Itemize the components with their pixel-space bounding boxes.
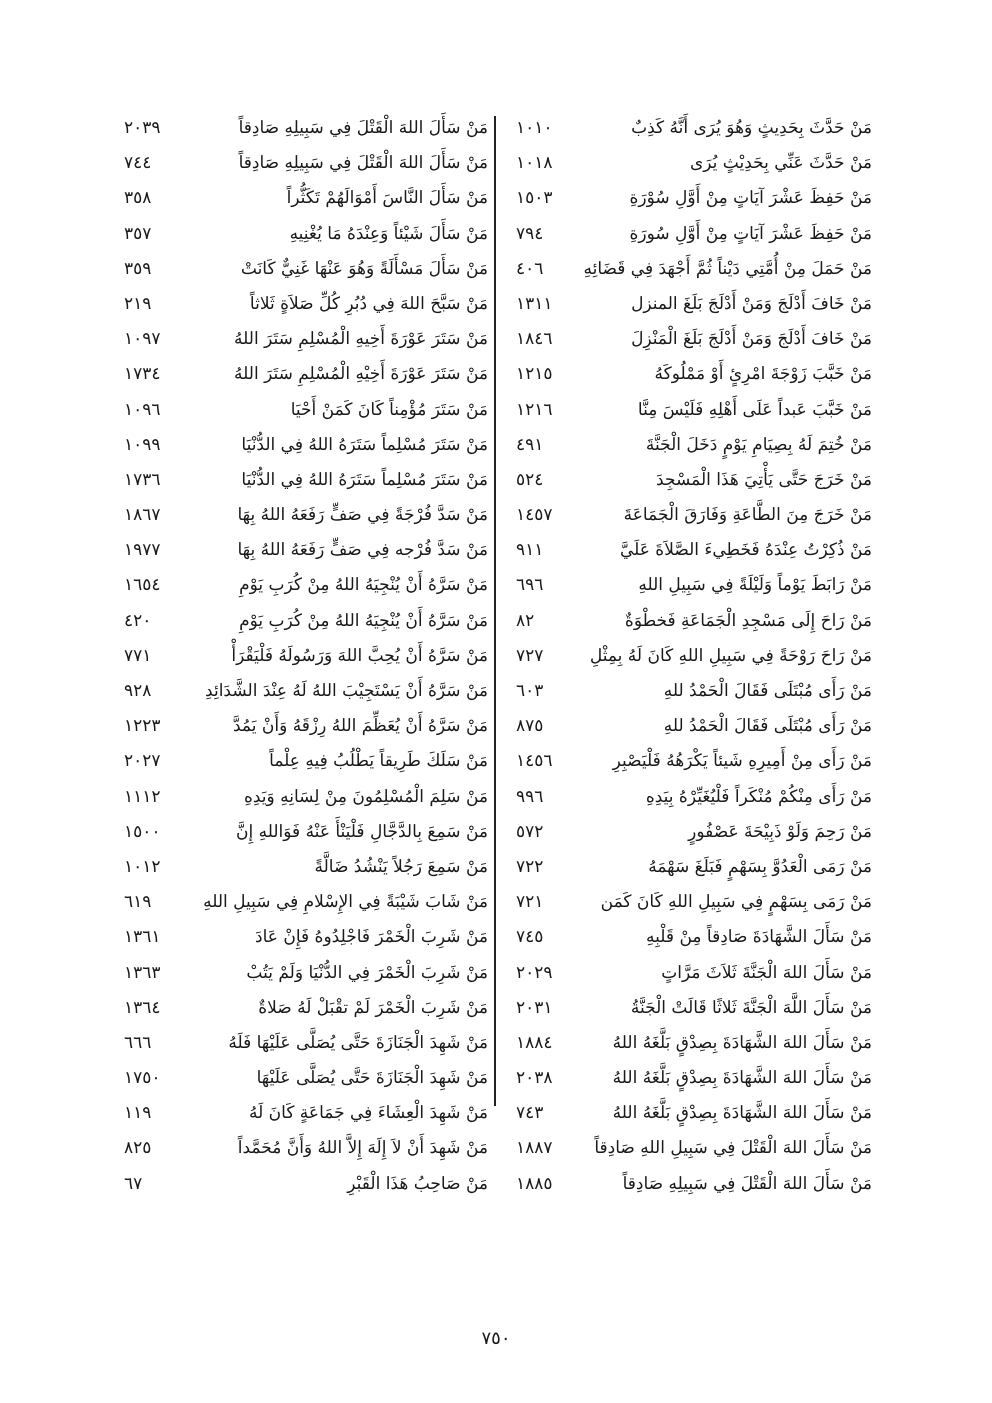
column-divider: [494, 116, 496, 1106]
hadith-number: ٧٩٤: [516, 223, 544, 244]
index-entry: [110, 992, 488, 1027]
index-entry: [498, 1097, 872, 1132]
hadith-incipit: مَنْ سَأَلَ اللهَ الْقَتْلَ فِي سَبِيلِهِ صَادِقاً: [622, 1173, 872, 1194]
hadith-incipit: مَنْ شَهِدَ الْجَنَازَةَ حَتَّى يُصَلَّى عَلَيْهَا فَلَهُ: [228, 1032, 488, 1053]
hadith-incipit: مَنْ سَتَرَ مُسْلِماً سَتَرَهُ اللهُ فِي الدُّنْيَا: [241, 434, 488, 455]
index-entry: [110, 394, 488, 429]
hadith-number: ١٠٩٧: [124, 329, 161, 350]
hadith-number: ٦٦٦: [124, 1032, 152, 1053]
hadith-incipit: مَنْ سَأَلَ النَّاسَ أَمْوَالَهُمْ تَكَثُّراً: [286, 188, 488, 209]
hadith-number: ١٧٣٤: [124, 364, 161, 385]
index-entry: [498, 1132, 872, 1167]
index-entry: [110, 745, 488, 780]
hadith-incipit: مَنْ سَأَلَ الشَّهَادَةَ صَادِقاً مِنْ قَلْبِهِ: [646, 927, 872, 948]
hadith-incipit: مَنْ حَمَلَ مِنْ أُمَّتِي دَيْناً ثُمَّ أَجْهَدَ فِي قَضَائِهِ: [583, 258, 872, 279]
index-entry: [498, 675, 872, 710]
hadith-number: ١٢٢٣: [124, 716, 161, 737]
hadith-incipit: مَنْ خَافَ أَدْلَجَ وَمَنْ أَدْلَجَ بَلَغَ الْمَنْزِلَ: [631, 329, 872, 350]
hadith-number: ١٥٠٣: [516, 188, 553, 209]
index-entry: [498, 710, 872, 745]
hadith-number: ٦٠٣: [516, 681, 544, 701]
hadith-number: ٧٢١: [516, 892, 544, 913]
index-entry: [498, 429, 872, 464]
index-entry: [110, 605, 488, 640]
hadith-incipit: مَنْ حَدَّثَ عَنِّي بِحَدِيْثٍ يُرَى: [689, 153, 872, 174]
hadith-number: ١٠٩٩: [124, 434, 161, 455]
hadith-number: ٣٥٩: [124, 258, 152, 279]
hadith-incipit: مَنْ رَمَى الْعَدُوَّ بِسَهْمٍ فَبَلَغَ سَهْمَهُ: [648, 856, 872, 877]
index-entry: [498, 781, 872, 816]
hadith-incipit: مَنْ سَأَلَ اللهَ الْقَتْلَ فِي سَبِيلِ اللهِ صَادِقاً: [594, 1138, 872, 1159]
hadith-incipit: مَنْ سَرَّهُ أَنْ يُنْجِيَهُ اللهُ مِنْ كُرَبِ يَوْمِ: [239, 575, 488, 596]
index-entry: [498, 851, 872, 886]
index-entry: [498, 957, 872, 992]
index-entry: [498, 992, 872, 1027]
index-entry: [498, 182, 872, 217]
index-entry: [498, 534, 872, 569]
hadith-incipit: مَنْ رَحِمَ وَلَوْ ذَبِيْحَةَ عَصْفُورٍ: [688, 821, 872, 842]
index-entry: [498, 745, 872, 780]
hadith-incipit: مَنْ سَتَرَ مُؤْمِناً كَانَ كَمَنْ أَحْيَا: [290, 399, 488, 420]
hadith-number: ١٣٦١: [124, 927, 161, 948]
hadith-incipit: مَنْ سَأَلَ اللهَ الْقَتْلَ فِي سَبِيلِهِ صَادِقاً: [238, 118, 488, 138]
index-entry: [498, 640, 872, 675]
index-entry: [498, 1168, 872, 1203]
index-entry: [498, 921, 872, 956]
hadith-number: ١٩٧٧: [124, 540, 161, 561]
hadith-number: ١٦٥٤: [124, 575, 161, 596]
hadith-incipit: مَنْ سَمِعَ رَجُلاً يَنْشُدُ ضَالَّةً: [314, 856, 488, 877]
hadith-number: ١٤٥٧: [516, 505, 553, 526]
index-entry: [110, 1062, 488, 1097]
index-entry: [110, 957, 488, 992]
hadith-incipit: مَنْ سَرَّهُ أَنْ يُعَظِّمَ اللهُ رِزْقَهُ وَأَنْ يَمُدَّ: [232, 716, 488, 737]
hadith-number: ٨٢: [516, 610, 535, 631]
hadith-number: ٢٠٢٧: [124, 751, 161, 772]
left-index-column: [110, 112, 488, 1194]
hadith-number: ٢٠٢٩: [516, 962, 553, 983]
hadith-number: ٧٢٢: [516, 856, 544, 877]
index-entry: [498, 253, 872, 288]
hadith-number: ١٨٦٧: [124, 505, 161, 526]
hadith-incipit: مَنْ رَأَى مِنْ أَمِيرِهِ شَيئاً يَكْرَهُهُ فَلْيَصْبِرِ: [612, 751, 872, 772]
hadith-incipit: مَنْ شَرِبَ الْخَمْرَ فَاجْلِدُوهُ فَإِنْ عَادَ: [255, 927, 488, 948]
hadith-incipit: مَنْ شَرِبَ الْخَمْرَ لَمْ تقْبَلْ لَهُ صَلاةٌ: [258, 997, 488, 1018]
index-entry: [110, 1132, 488, 1167]
hadith-incipit: مَنْ حَفِظَ عَشْرَ آيَاتٍ مِنْ أَوَّلِ سُوْرَةِ: [629, 188, 872, 209]
hadith-number: ١٣٦٤: [124, 997, 161, 1018]
hadith-number: ٣٥٨: [124, 188, 152, 209]
index-entry: [110, 429, 488, 464]
hadith-incipit: مَنْ رَاحَ رَوْحَةً فِي سَبِيلِ اللهِ كَانَ لَهُ بِمِثْلِ: [589, 645, 872, 666]
hadith-incipit: مَنْ رَمَى بِسَهْمٍ فِي سَبِيلِ اللهِ كَانَ كَمَن: [600, 892, 872, 913]
hadith-incipit: مَنْ خَافَ أَدْلَجَ وَمَنْ أَدْلَجَ بَلَغَ المنزل: [631, 293, 872, 314]
hadith-number: ١١٩: [124, 1103, 152, 1124]
hadith-incipit: مَنْ سَأَلَ مَسْأَلَةً وَهُوَ عَنْهَا غَنِيٌّ كَانَتْ: [240, 258, 488, 279]
hadith-incipit: مَنْ سَأَلَ اللهَ الشَّهَادَةَ بِصِدْقٍ بَلَّغَهُ اللهُ: [612, 1103, 872, 1124]
hadith-incipit: مَنْ شَهِدَ الْجَنَازَةَ حَتَّى يُصَلَّى عَلَيْهَا: [256, 1068, 488, 1089]
hadith-incipit: مَنْ سَتَرَ عَوْرَةَ أَخِيْهِ الْمُسْلِمِ سَتَرَ اللهُ: [234, 364, 488, 385]
hadith-number: ٢٠٣٨: [516, 1068, 553, 1089]
hadith-incipit: مَنْ سَأَلَ اللهَ الْقَتْلَ فِي سَبِيلِهِ صَادِقاً: [238, 153, 488, 174]
hadith-incipit: مَنْ رَأَى مِنْكُمْ مُنْكَراً فَلْيُغَيِّرْهُ بِيَدِهِ: [645, 786, 872, 807]
hadith-incipit: مَنْ سَأَلَ اللهَ الشَّهَادَةَ بِصِدْقٍ بَلَّغَهُ اللهُ: [612, 1032, 872, 1053]
hadith-incipit: مَنْ سَلَكَ طَرِيقاً يَطْلُبُ فِيهِ عِلْماً: [269, 751, 488, 772]
index-entry: [498, 886, 872, 921]
index-entry: [498, 323, 872, 358]
index-entry: [498, 464, 872, 499]
index-entry: [110, 253, 488, 288]
index-entry: [110, 921, 488, 956]
hadith-number: ٤٠٦: [516, 258, 544, 279]
hadith-number: ٩٩٦: [516, 786, 544, 807]
hadith-incipit: مَنْ شَهِدَ الْعِشَاءَ فِي جَمَاعَةٍ كَانَ لَهُ: [248, 1103, 488, 1124]
hadith-number: ١٣١١: [516, 293, 553, 314]
hadith-incipit: مَنْ خَرَجَ حَتَّى يَأْتِيَ هَذَا الْمَسْجِدَ: [656, 469, 872, 490]
index-entry: [498, 569, 872, 604]
hadith-incipit: مَنْ سَتَرَ عَوْرَةَ أَخِيهِ الْمُسْلِمِ سَتَرَ اللهُ: [234, 329, 488, 350]
index-entry: [110, 1027, 488, 1062]
index-entry: [110, 534, 488, 569]
hadith-number: ٥٧٢: [516, 821, 544, 842]
hadith-number: ١٤٥٦: [516, 751, 553, 772]
index-entry: [498, 1027, 872, 1062]
index-entry: [498, 218, 872, 253]
index-entry: [110, 218, 488, 253]
index-entry: [110, 323, 488, 358]
hadith-incipit: مَنْ سَتَرَ مُسْلِماً سَتَرَهُ اللهُ فِي الدُّنْيَا: [241, 469, 488, 490]
hadith-number: ٢٠٣١: [516, 997, 553, 1018]
hadith-number: ١٠١٨: [516, 153, 553, 174]
index-entry: [110, 1097, 488, 1132]
hadith-number: ٢٠٣٩: [124, 118, 161, 138]
hadith-incipit: مَنْ شَابَ شَيْبَةً فِي الإِسْلامِ فِي سَبِيلِ اللهِ: [203, 892, 488, 913]
hadith-number: ١٨٨٧: [516, 1138, 553, 1159]
hadith-number: ١٠١٢: [124, 856, 161, 877]
hadith-number: ١٢١٦: [516, 399, 553, 420]
index-entry: [110, 288, 488, 323]
hadith-incipit: مَنْ رَابَطَ يَوْماً وَلَيْلَةً فِي سَبِيلِ اللهِ: [638, 575, 872, 596]
hadith-incipit: مَنْ سَدَّ فُرْجَةً فِي صَفٍّ رَفَعَهُ اللهُ بِهَا: [237, 505, 488, 526]
index-entry: [498, 112, 872, 147]
hadith-incipit: مَنْ ذُكِرْتُ عِنْدَهُ فَخَطِيءَ الصَّلاَةَ عَلَيَّ: [619, 540, 872, 561]
index-entry: [110, 569, 488, 604]
index-entry: [110, 816, 488, 851]
hadith-incipit: مَنْ سَرَّهُ أَنْ يُحِبَّ اللهَ وَرَسُولَهُ فَلْيَقْرَأْ: [231, 645, 488, 666]
hadith-number: ٣٥٧: [124, 223, 152, 244]
hadith-incipit: مَنْ سَأَلَ اللهَ الشَّهَادَةَ بِصِدْقٍ بَلَّغَهُ اللهُ: [612, 1068, 872, 1089]
hadith-incipit: مَنْ رَاحَ إِلَى مَسْجِدِ الْجَمَاعَةِ فَخطْوَةٌ: [624, 610, 872, 631]
hadith-number: ٧٤٣: [516, 1103, 544, 1124]
index-entry: [498, 394, 872, 429]
hadith-incipit: مَنْ سَبَّحَ اللهَ فِي دُبُرِ كُلِّ صَلاَةٍ ثَلاثاً: [249, 293, 488, 314]
hadith-incipit: مَنْ سَلِمَ الْمُسْلِمُونَ مِنْ لِسَانِهِ وَيَدِهِ: [243, 786, 488, 807]
hadith-number: ٨٢٥: [124, 1138, 152, 1159]
hadith-incipit: مَنْ سَمِعَ بِالدَّجَّالِ فَلْيَنْأَ عَنْهُ فَوَاللهِ إِنَّ: [236, 821, 488, 842]
hadith-number: ٢١٩: [124, 293, 152, 314]
index-entry: [110, 675, 488, 710]
hadith-number: ١٧٥٠: [124, 1068, 161, 1089]
hadith-number: ١٧٣٦: [124, 469, 161, 490]
index-entry: [110, 640, 488, 675]
hadith-number: ٥٢٤: [516, 469, 544, 490]
hadith-number: ٦٩٦: [516, 575, 544, 596]
hadith-incipit: مَنْ خَبَّبَ عَبداً عَلَى أَهْلِهِ فَلَيْسَ مِنَّا: [637, 399, 872, 420]
hadith-number: ٧٤٥: [516, 927, 544, 948]
index-entry: [498, 288, 872, 323]
hadith-number: ١٥٠٠: [124, 821, 161, 842]
hadith-number: ١٠١٠: [516, 118, 553, 138]
hadith-number: ٩٢٨: [124, 681, 152, 701]
index-entry: [498, 1062, 872, 1097]
hadith-number: ٤٩١: [516, 434, 544, 455]
hadith-number: ٧٧١: [124, 645, 152, 666]
hadith-incipit: مَنْ خُتِمَ لَهُ بِصِيَامِ يَوْمٍ دَخَلَ الْجَنَّةَ: [645, 434, 872, 455]
hadith-number: ٧٢٧: [516, 645, 544, 666]
hadith-incipit: مَنْ حَدَّثَ بِحَدِيثٍ وَهُوَ يُرَى أَنَّهُ كَذِبٌ: [631, 118, 872, 138]
index-entry: [498, 499, 872, 534]
hadith-incipit: مَنْ صَاحِبُ هَذَا الْقَبْرِ: [347, 1173, 488, 1194]
hadith-incipit: مَنْ سَأَلَ شَيْئاً وَعِنْدَهُ مَا يُغْنِيهِ: [289, 223, 488, 244]
hadith-number: ٦١٩: [124, 892, 152, 913]
hadith-incipit: مَنْ سَأَلَ اللهَ الْجَنَّةَ ثَلاَثَ مَرَّاتٍ: [661, 962, 872, 983]
hadith-incipit: مَنْ رَأَى مُبْتَلَى فَقَالَ الْحَمْدُ للهِ: [663, 716, 872, 737]
index-entry: [110, 1168, 488, 1203]
index-entry: [110, 147, 488, 182]
hadith-number: ٨٧٥: [516, 716, 544, 737]
hadith-number: ١٠٩٦: [124, 399, 161, 420]
hadith-number: ١٨٤٦: [516, 329, 553, 350]
right-index-column: [498, 112, 872, 1194]
index-entry: [498, 147, 872, 182]
hadith-incipit: مَنْ خَرَجَ مِنَ الطَّاعَةِ وَفَارَقَ الْجَمَاعَةَ: [623, 505, 872, 526]
page-number: ٧٥٠: [481, 1328, 511, 1349]
hadith-incipit: مَنْ سَأَلَ اللَّهَ الْجَنَّةَ ثَلاثًا قَالَتْ الْجَنَّةُ: [630, 997, 872, 1018]
hadith-number: ١٨٨٤: [516, 1032, 553, 1053]
index-entry: [110, 499, 488, 534]
index-entry: [110, 851, 488, 886]
index-entry: [110, 112, 488, 147]
index-entry: [110, 886, 488, 921]
hadith-number: ١٣٦٣: [124, 962, 161, 983]
hadith-number: ٦٧: [124, 1173, 143, 1194]
hadith-number: ١٢١٥: [516, 364, 553, 385]
index-entry: [110, 182, 488, 217]
hadith-number: ٤٢٠: [124, 610, 152, 631]
hadith-incipit: مَنْ سَدَّ فُرْجه فِي صَفٍّ رَفَعَهُ اللهُ بِهَا: [237, 540, 488, 561]
hadith-number: ١٨٨٥: [516, 1173, 553, 1194]
index-entry: [498, 605, 872, 640]
hadith-number: ٩١١: [516, 540, 544, 561]
hadith-incipit: مَنْ رَأَى مُبْتَلَى فَقَالَ الْحَمْدُ للهِ: [663, 681, 872, 701]
index-entry: [498, 358, 872, 393]
hadith-incipit: مَنْ خَبَّبَ زَوْجَةَ امْرِئٍ أَوْ مَمْلُوكَهُ: [654, 364, 872, 385]
index-entry: [498, 816, 872, 851]
index-entry: [110, 781, 488, 816]
hadith-incipit: مَنْ شَهِدَ أَنْ لاَ إِلَهَ إِلاَّ اللهُ وَأَنَّ مُحَمَّداً: [237, 1138, 488, 1159]
hadith-incipit: مَنْ شَرِبَ الْخَمْرَ فِي الدُّنْيَا وَلَمْ يَتُبْ: [246, 962, 488, 983]
hadith-incipit: مَنْ سَرَّهُ أَنْ يَسْتَجِيْبَ اللهُ لَهُ عِنْدَ الشَّدَائِدِ: [205, 681, 488, 701]
hadith-incipit: مَنْ سَرَّهُ أَنْ يُنْجِيَهُ اللهُ مِنْ كُرَبِ يَوْمِ: [239, 610, 488, 631]
index-entry: [110, 710, 488, 745]
hadith-number: ٧٤٤: [124, 153, 152, 174]
index-entry: [110, 464, 488, 499]
hadith-incipit: مَنْ حَفِظَ عَشْرَ آيَاتٍ مِنْ أَوَّلِ سُورَةِ: [629, 223, 872, 244]
hadith-number: ١١١٢: [124, 786, 161, 807]
index-entry: [110, 358, 488, 393]
